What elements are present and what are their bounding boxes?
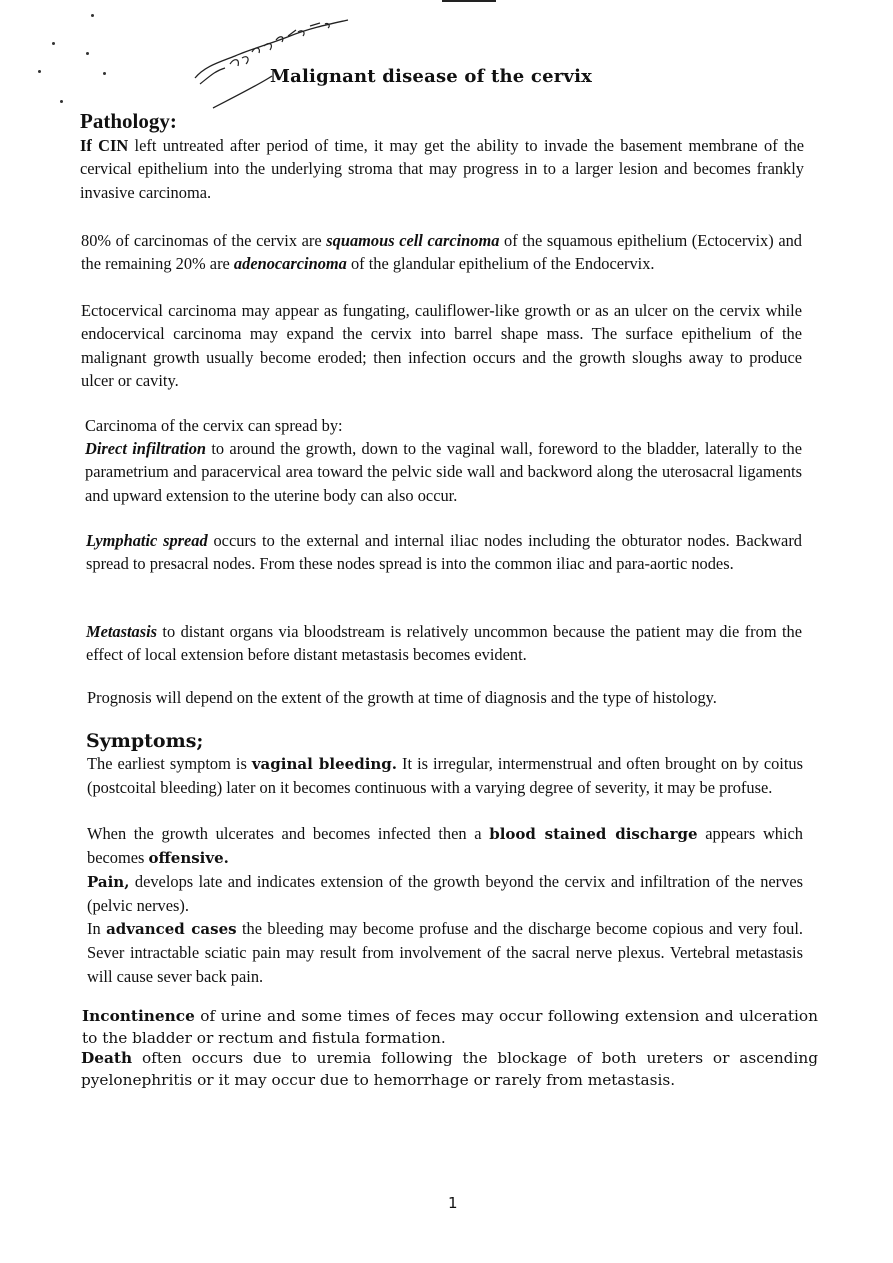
symptoms-heading: Symptoms; [86,730,204,752]
symptom-pain [87,870,803,918]
paragraph-text: often occurs due to uremia following the blockage of both ureters or ascending pyelonephritis or it may occur due to hemorrhage or rarely from metastasis. [81,1049,818,1089]
paragraph-text: left untreated after period of time, it may get the ability to invade the basement membrane of the cervical epithelium into the underlying stroma that may progress in to a larger lesion and becomes frankly invasive carcinoma. [80,136,804,202]
term-blood-stained-discharge: blood stained discharge [489,825,698,843]
term-metastasis: Metastasis [86,622,158,641]
direct-infiltration-paragraph [85,437,802,507]
paragraph-text: to distant organs via bloodstream is relatively uncommon because the patient may die from the effect of local extension before distant metastasis becomes evident. [86,622,802,665]
paragraph-text: of the glandular epithelium of the Endocervix. [346,254,655,274]
pathology-heading: Pathology: [80,109,177,133]
term-lymphatic-spread: Lymphatic spread [86,531,208,550]
symptom-vaginal-bleeding [87,752,803,800]
scan-speck [38,70,41,73]
term-advanced-cases: advanced cases [106,920,237,938]
page-title: Malignant disease of the cervix [270,66,593,87]
paragraph-text: 80% of carcinomas of the cervix are [81,231,327,250]
pathology-paragraph-2 [81,229,802,276]
term-incontinence: Incontinence [82,1007,195,1025]
scan-speck [103,72,106,75]
paragraph-text: When the growth ulcerates and becomes infected then a [87,824,490,843]
paragraph-text: The earliest symptom is [87,754,252,773]
paragraph-text: of urine and some times of feces may occur following extension and ulceration to the bladder or rectum and fistula formation. [82,1007,818,1047]
symptom-advanced-cases [87,917,803,988]
paragraph-text: to around the growth, down to the vaginal wall, foreword to the bladder, laterally to the parametrium and paracervical area toward the pelvic side wall and backword along the uterosacral ligaments and upward extension to the uterine body can also occur. [85,439,802,505]
handwritten-annotation [180,16,360,111]
spread-intro: Carcinoma of the cervix can spread by: [85,416,343,435]
paragraph-text: the bleeding may become profuse and the discharge become copious and very foul. Sever intractable sciatic pain may result from involvement of the sacral nerve plexus. Vertebral metastasis will cause sever back pain. [87,919,803,986]
cin-term: If CIN [80,136,129,155]
term-death: Death [81,1049,133,1067]
scan-speck [60,100,63,103]
scan-speck [52,42,55,45]
term-pain: Pain, [87,873,130,891]
symptom-discharge [87,822,803,871]
symptom-death [81,1048,818,1091]
symptom-incontinence [82,1006,818,1049]
term-squamous-cell-carcinoma: squamous cell carcinoma [326,231,500,250]
scan-speck [91,14,94,17]
scan-speck [86,52,89,55]
scan-edge-mark [442,0,496,2]
lymphatic-spread-paragraph [86,529,802,576]
paragraph-text: In [87,919,107,938]
metastasis-paragraph [86,620,802,667]
pathology-paragraph-3: Ectocervical carcinoma may appear as fungating, cauliflower-like growth or as an ulcer on the cervix while endocervical carcinoma may expand the cervix into barrel shape mass. The surface epithelium of the malignant growth usually become eroded; then infection occurs and the growth sloughs away to produce ulcer or cavity. [81,301,802,390]
paragraph-text: occurs to the external and internal iliac nodes including the obturator nodes. Backward spread to presacral nodes. From these nodes spread is into the common iliac and para-aortic nodes. [86,531,802,574]
paragraph-text: of the squamous epithelium (Ectocervix) and the remaining 20% are [81,231,802,274]
paragraph-text: develops late and indicates extension of the growth beyond the cervix and infiltration of the nerves (pelvic nerves). [87,872,803,916]
pathology-paragraph-1 [80,134,804,204]
term-direct-infiltration: Direct infiltration [85,439,206,458]
prognosis-paragraph: Prognosis will depend on the extent of the growth at time of diagnosis and the type of histology. [87,688,717,707]
paragraph-text: It is irregular, intermenstrual and often brought on by coitus (postcoital bleeding) later on it becomes continuous with a varying degree of severity, it may be profuse. [87,754,803,798]
term-offensive: offensive. [148,849,229,868]
term-adenocarcinoma: adenocarcinoma [233,254,347,274]
page-number: 1 [448,1194,458,1212]
term-vaginal-bleeding: vaginal bleeding. [251,755,398,773]
paragraph-text: appears which becomes [87,824,804,868]
